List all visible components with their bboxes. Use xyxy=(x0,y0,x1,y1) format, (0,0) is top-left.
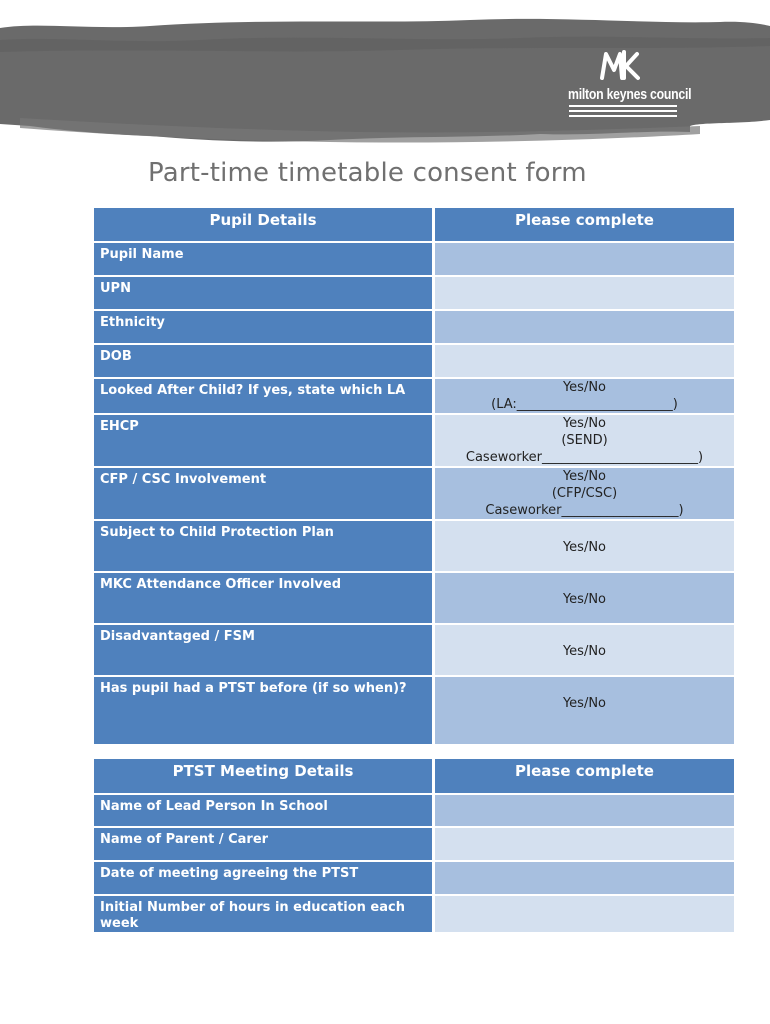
value-line: Yes/No xyxy=(562,469,607,484)
value-line: Caseworker__________________) xyxy=(485,503,684,518)
ptst-meeting-header: PTST Meeting Details xyxy=(94,759,432,793)
parent-carer-field[interactable] xyxy=(435,828,734,860)
meeting-date-label: Date of meeting agreeing the PTST xyxy=(94,862,432,894)
value-line: Yes/No xyxy=(562,540,607,555)
logo-underline xyxy=(569,115,677,117)
child-protection-field[interactable] xyxy=(435,521,734,571)
mk-logo-mark xyxy=(600,48,640,82)
ethnicity-label: Ethnicity xyxy=(94,311,432,343)
ethnicity-field[interactable] xyxy=(435,311,734,343)
please-complete-header: Please complete xyxy=(435,759,734,793)
initial-hours-field[interactable] xyxy=(435,896,734,932)
page-title: Part-time timetable consent form xyxy=(148,158,587,188)
upn-field[interactable] xyxy=(435,277,734,309)
cfp-csc-field[interactable] xyxy=(435,468,734,519)
previous-ptst-label: Has pupil had a PTST before (if so when)? xyxy=(94,677,432,744)
looked-after-child-label: Looked After Child? If yes, state which LA xyxy=(94,379,432,413)
previous-ptst-field[interactable] xyxy=(435,677,734,744)
value-line: Caseworker________________________) xyxy=(465,450,704,465)
lead-person-field[interactable] xyxy=(435,795,734,826)
ptst-meeting-table xyxy=(91,757,737,934)
disadvantaged-fsm-field[interactable] xyxy=(435,625,734,675)
attendance-officer-label: MKC Attendance Officer Involved xyxy=(94,573,432,623)
logo-underline xyxy=(569,110,677,112)
logo-underline xyxy=(569,105,677,107)
disadvantaged-fsm-label: Disadvantaged / FSM xyxy=(94,625,432,675)
please-complete-header: Please complete xyxy=(435,208,734,241)
logo-text: milton keynes council xyxy=(568,86,692,103)
value-line: Yes/No xyxy=(562,644,607,659)
pupil-details-table xyxy=(91,206,737,746)
attendance-officer-field[interactable] xyxy=(435,573,734,623)
meeting-date-field[interactable] xyxy=(435,862,734,894)
dob-field[interactable] xyxy=(435,345,734,377)
dob-label: DOB xyxy=(94,345,432,377)
value-line: Yes/No xyxy=(562,416,607,431)
cfp-csc-label: CFP / CSC Involvement xyxy=(94,468,432,519)
ehcp-label: EHCP xyxy=(94,415,432,466)
pupil-details-header: Pupil Details xyxy=(94,208,432,241)
value-line: Yes/No xyxy=(562,380,607,395)
value-line: Yes/No xyxy=(562,592,607,607)
header-banner xyxy=(0,0,770,160)
value-line: (LA:________________________) xyxy=(491,397,678,412)
child-protection-label: Subject to Child Protection Plan xyxy=(94,521,432,571)
value-line: (SEND) xyxy=(561,433,608,448)
pupil-name-label: Pupil Name xyxy=(94,243,432,275)
looked-after-child-field[interactable] xyxy=(435,379,734,413)
pupil-name-field[interactable] xyxy=(435,243,734,275)
value-line: (CFP/CSC) xyxy=(551,486,618,501)
council-logo xyxy=(566,48,692,122)
upn-label: UPN xyxy=(94,277,432,309)
parent-carer-label: Name of Parent / Carer xyxy=(94,828,432,860)
lead-person-label: Name of Lead Person In School xyxy=(94,795,432,826)
value-line: Yes/No xyxy=(562,696,607,711)
ehcp-field[interactable] xyxy=(435,415,734,466)
initial-hours-label: Initial Number of hours in education each week xyxy=(94,896,432,932)
